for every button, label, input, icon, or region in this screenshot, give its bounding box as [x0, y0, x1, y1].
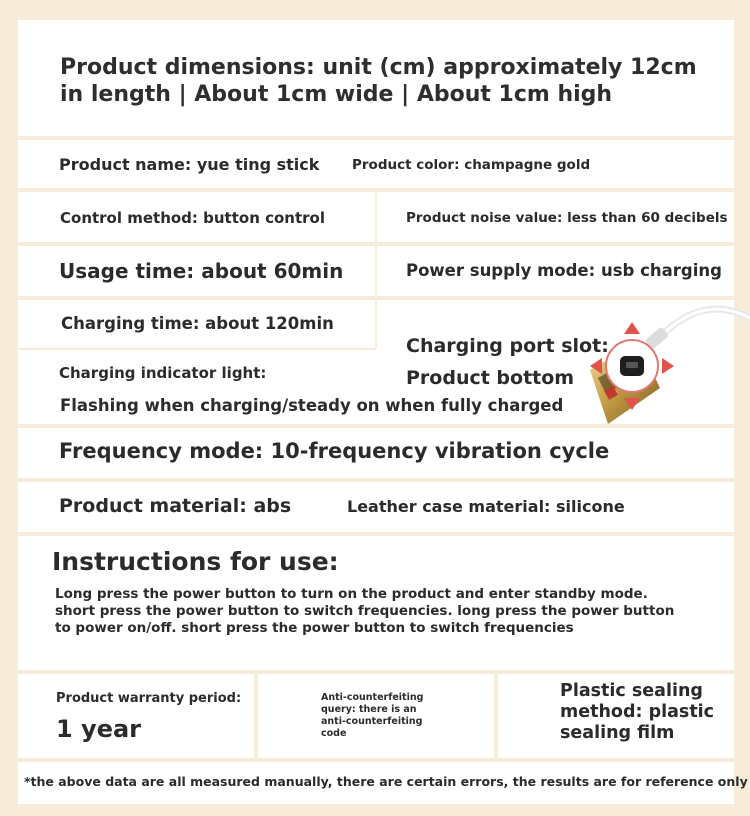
instructions-line-3: to power on/off. short press the power button to switch frequencies	[55, 620, 574, 636]
instructions-line-1: Long press the power button to turn on the product and enter standby mode.	[55, 586, 648, 602]
product-color: Product color: champagne gold	[352, 157, 591, 173]
case-material: Leather case material: silicone	[347, 497, 625, 516]
sealing-line-1: Plastic sealing	[560, 681, 703, 701]
dimensions-text: Product dimensions: unit (cm) approximately 12cm in length | About 1cm wide | About 1cm high	[60, 55, 697, 107]
anti-counterfeit-line-4: code	[321, 728, 347, 739]
product-bottom: Product bottom	[406, 367, 575, 389]
product-name: Product name: yue ting stick	[59, 155, 320, 174]
device-illustration	[520, 300, 750, 428]
power-supply: Power supply mode: usb charging	[406, 261, 722, 280]
product-material: Product material: abs	[59, 495, 292, 517]
footnote: *the above data are all measured manually, there are certain errors, the results are for reference only	[24, 774, 748, 789]
warranty-value: 1 year	[56, 715, 142, 743]
instructions-title: Instructions for use:	[52, 547, 339, 576]
charging-time: Charging time: about 120min	[61, 314, 334, 333]
port-slot: Charging port slot:	[406, 335, 609, 357]
noise-value: Product noise value: less than 60 decibels	[406, 210, 728, 226]
sealing-line-3: sealing film	[560, 723, 675, 743]
control-method: Control method: button control	[60, 209, 325, 227]
instructions-line-2: short press the power button to switch frequencies. long press the power button	[55, 603, 675, 619]
anti-counterfeit-line-2: query: there is an	[321, 704, 417, 715]
anti-counterfeit-line-3: anti-counterfeiting	[321, 716, 423, 727]
usage-time: Usage time: about 60min	[59, 259, 344, 283]
row-divider	[375, 300, 377, 348]
indicator-value: Flashing when charging/steady on when fully charged	[60, 396, 564, 415]
sealing-line-2: method: plastic	[560, 702, 715, 722]
row-divider	[18, 348, 376, 350]
indicator-label: Charging indicator light:	[59, 364, 267, 382]
frequency-mode: Frequency mode: 10-frequency vibration cycle	[59, 439, 610, 463]
anti-counterfeit-line-1: Anti-counterfeiting	[321, 692, 424, 703]
row-divider	[375, 192, 377, 296]
warranty-label: Product warranty period:	[56, 691, 242, 706]
